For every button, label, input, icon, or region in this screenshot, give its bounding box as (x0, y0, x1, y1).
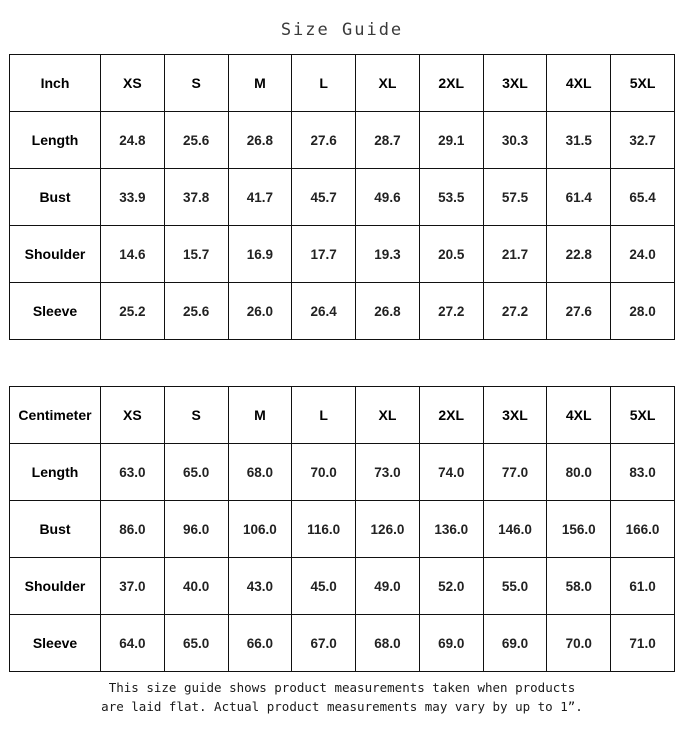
size-header-2xl-cm: 2XL (419, 387, 483, 444)
size-header-s: S (164, 55, 228, 112)
cell-sleeve-5xl-cm: 71.0 (611, 615, 675, 672)
table-row (10, 501, 675, 558)
size-table-centimeter (9, 386, 675, 672)
table-header-row (10, 55, 675, 112)
cell-sleeve-s-cm: 65.0 (164, 615, 228, 672)
cell-shoulder-xs-cm: 37.0 (101, 558, 165, 615)
row-label-sleeve-inch: Sleeve (10, 283, 101, 340)
cell-sleeve-l-cm: 67.0 (292, 615, 356, 672)
cell-shoulder-5xl-inch: 24.0 (611, 226, 675, 283)
table-row (10, 283, 675, 340)
cell-sleeve-4xl-cm: 70.0 (547, 615, 611, 672)
cell-sleeve-m-inch: 26.0 (228, 283, 292, 340)
size-header-4xl-cm: 4XL (547, 387, 611, 444)
table-row (10, 444, 675, 501)
cell-sleeve-xs-inch: 25.2 (101, 283, 165, 340)
cell-sleeve-3xl-inch: 27.2 (483, 283, 547, 340)
cell-length-3xl-cm: 77.0 (483, 444, 547, 501)
cell-bust-l-inch: 45.7 (292, 169, 356, 226)
unit-header-inch: Inch (10, 55, 101, 112)
size-header-3xl: 3XL (483, 55, 547, 112)
cell-shoulder-s-cm: 40.0 (164, 558, 228, 615)
cell-sleeve-xl-cm: 68.0 (356, 615, 420, 672)
cell-bust-3xl-cm: 146.0 (483, 501, 547, 558)
cell-bust-3xl-inch: 57.5 (483, 169, 547, 226)
size-header-l-cm: L (292, 387, 356, 444)
cell-length-xl-cm: 73.0 (356, 444, 420, 501)
cell-shoulder-xl-inch: 19.3 (356, 226, 420, 283)
cell-shoulder-l-inch: 17.7 (292, 226, 356, 283)
cell-length-5xl-inch: 32.7 (611, 112, 675, 169)
cell-length-xs-inch: 24.8 (101, 112, 165, 169)
table-row (10, 226, 675, 283)
cell-sleeve-3xl-cm: 69.0 (483, 615, 547, 672)
footer-note-line1: This size guide shows product measurements taken when products (108, 680, 576, 695)
cell-bust-xs-cm: 86.0 (101, 501, 165, 558)
cell-shoulder-xs-inch: 14.6 (101, 226, 165, 283)
size-header-xs: XS (101, 55, 165, 112)
cell-sleeve-5xl-inch: 28.0 (611, 283, 675, 340)
cell-shoulder-5xl-cm: 61.0 (611, 558, 675, 615)
cell-length-s-cm: 65.0 (164, 444, 228, 501)
cell-bust-xs-inch: 33.9 (101, 169, 165, 226)
cell-shoulder-m-inch: 16.9 (228, 226, 292, 283)
cell-length-4xl-inch: 31.5 (547, 112, 611, 169)
size-table-inch (9, 54, 675, 340)
size-header-xl: XL (356, 55, 420, 112)
size-header-l: L (292, 55, 356, 112)
cell-sleeve-4xl-inch: 27.6 (547, 283, 611, 340)
cell-bust-xl-inch: 49.6 (356, 169, 420, 226)
cell-bust-m-inch: 41.7 (228, 169, 292, 226)
size-header-5xl-cm: 5XL (611, 387, 675, 444)
page-title: Size Guide (280, 20, 404, 40)
footer-note (0, 678, 684, 716)
size-header-xs-cm: XS (101, 387, 165, 444)
cell-shoulder-4xl-cm: 58.0 (547, 558, 611, 615)
cell-shoulder-m-cm: 43.0 (228, 558, 292, 615)
cell-length-5xl-cm: 83.0 (611, 444, 675, 501)
size-header-2xl: 2XL (419, 55, 483, 112)
cell-shoulder-xl-cm: 49.0 (356, 558, 420, 615)
row-label-shoulder-inch: Shoulder (10, 226, 101, 283)
cell-bust-s-inch: 37.8 (164, 169, 228, 226)
size-header-xl-cm: XL (356, 387, 420, 444)
table-header-row (10, 387, 675, 444)
cell-length-xl-inch: 28.7 (356, 112, 420, 169)
cell-shoulder-2xl-inch: 20.5 (419, 226, 483, 283)
cell-length-l-cm: 70.0 (292, 444, 356, 501)
cell-shoulder-4xl-inch: 22.8 (547, 226, 611, 283)
cell-bust-4xl-cm: 156.0 (547, 501, 611, 558)
cell-shoulder-3xl-inch: 21.7 (483, 226, 547, 283)
size-header-m: M (228, 55, 292, 112)
table-row (10, 169, 675, 226)
table-separator (0, 340, 684, 386)
size-header-5xl: 5XL (611, 55, 675, 112)
cell-length-s-inch: 25.6 (164, 112, 228, 169)
cell-length-l-inch: 27.6 (292, 112, 356, 169)
row-label-bust-cm: Bust (10, 501, 101, 558)
cell-sleeve-2xl-inch: 27.2 (419, 283, 483, 340)
cell-bust-m-cm: 106.0 (228, 501, 292, 558)
unit-header-centimeter: Centimeter (10, 387, 101, 444)
cell-bust-5xl-cm: 166.0 (611, 501, 675, 558)
cell-shoulder-l-cm: 45.0 (292, 558, 356, 615)
size-header-m-cm: M (228, 387, 292, 444)
cell-bust-2xl-inch: 53.5 (419, 169, 483, 226)
table-row (10, 112, 675, 169)
cell-sleeve-l-inch: 26.4 (292, 283, 356, 340)
cell-length-xs-cm: 63.0 (101, 444, 165, 501)
cell-shoulder-3xl-cm: 55.0 (483, 558, 547, 615)
cell-length-2xl-cm: 74.0 (419, 444, 483, 501)
cell-length-3xl-inch: 30.3 (483, 112, 547, 169)
cell-sleeve-m-cm: 66.0 (228, 615, 292, 672)
cell-length-m-inch: 26.8 (228, 112, 292, 169)
row-label-sleeve-cm: Sleeve (10, 615, 101, 672)
size-header-s-cm: S (164, 387, 228, 444)
row-label-bust-inch: Bust (10, 169, 101, 226)
cell-shoulder-2xl-cm: 52.0 (419, 558, 483, 615)
size-header-4xl: 4XL (547, 55, 611, 112)
cell-sleeve-2xl-cm: 69.0 (419, 615, 483, 672)
cell-bust-s-cm: 96.0 (164, 501, 228, 558)
cell-bust-xl-cm: 126.0 (356, 501, 420, 558)
cell-length-m-cm: 68.0 (228, 444, 292, 501)
cell-bust-l-cm: 116.0 (292, 501, 356, 558)
table-row (10, 615, 675, 672)
row-label-shoulder-cm: Shoulder (10, 558, 101, 615)
cell-shoulder-s-inch: 15.7 (164, 226, 228, 283)
cell-sleeve-xl-inch: 26.8 (356, 283, 420, 340)
cell-bust-5xl-inch: 65.4 (611, 169, 675, 226)
cell-bust-2xl-cm: 136.0 (419, 501, 483, 558)
size-header-3xl-cm: 3XL (483, 387, 547, 444)
cell-length-4xl-cm: 80.0 (547, 444, 611, 501)
cell-bust-4xl-inch: 61.4 (547, 169, 611, 226)
cell-sleeve-xs-cm: 64.0 (101, 615, 165, 672)
footer-note-line2: are laid flat. Actual product measurements may vary by up to 1”. (101, 699, 583, 714)
table-row (10, 558, 675, 615)
cell-sleeve-s-inch: 25.6 (164, 283, 228, 340)
cell-length-2xl-inch: 29.1 (419, 112, 483, 169)
row-label-length-cm: Length (10, 444, 101, 501)
row-label-length-inch: Length (10, 112, 101, 169)
